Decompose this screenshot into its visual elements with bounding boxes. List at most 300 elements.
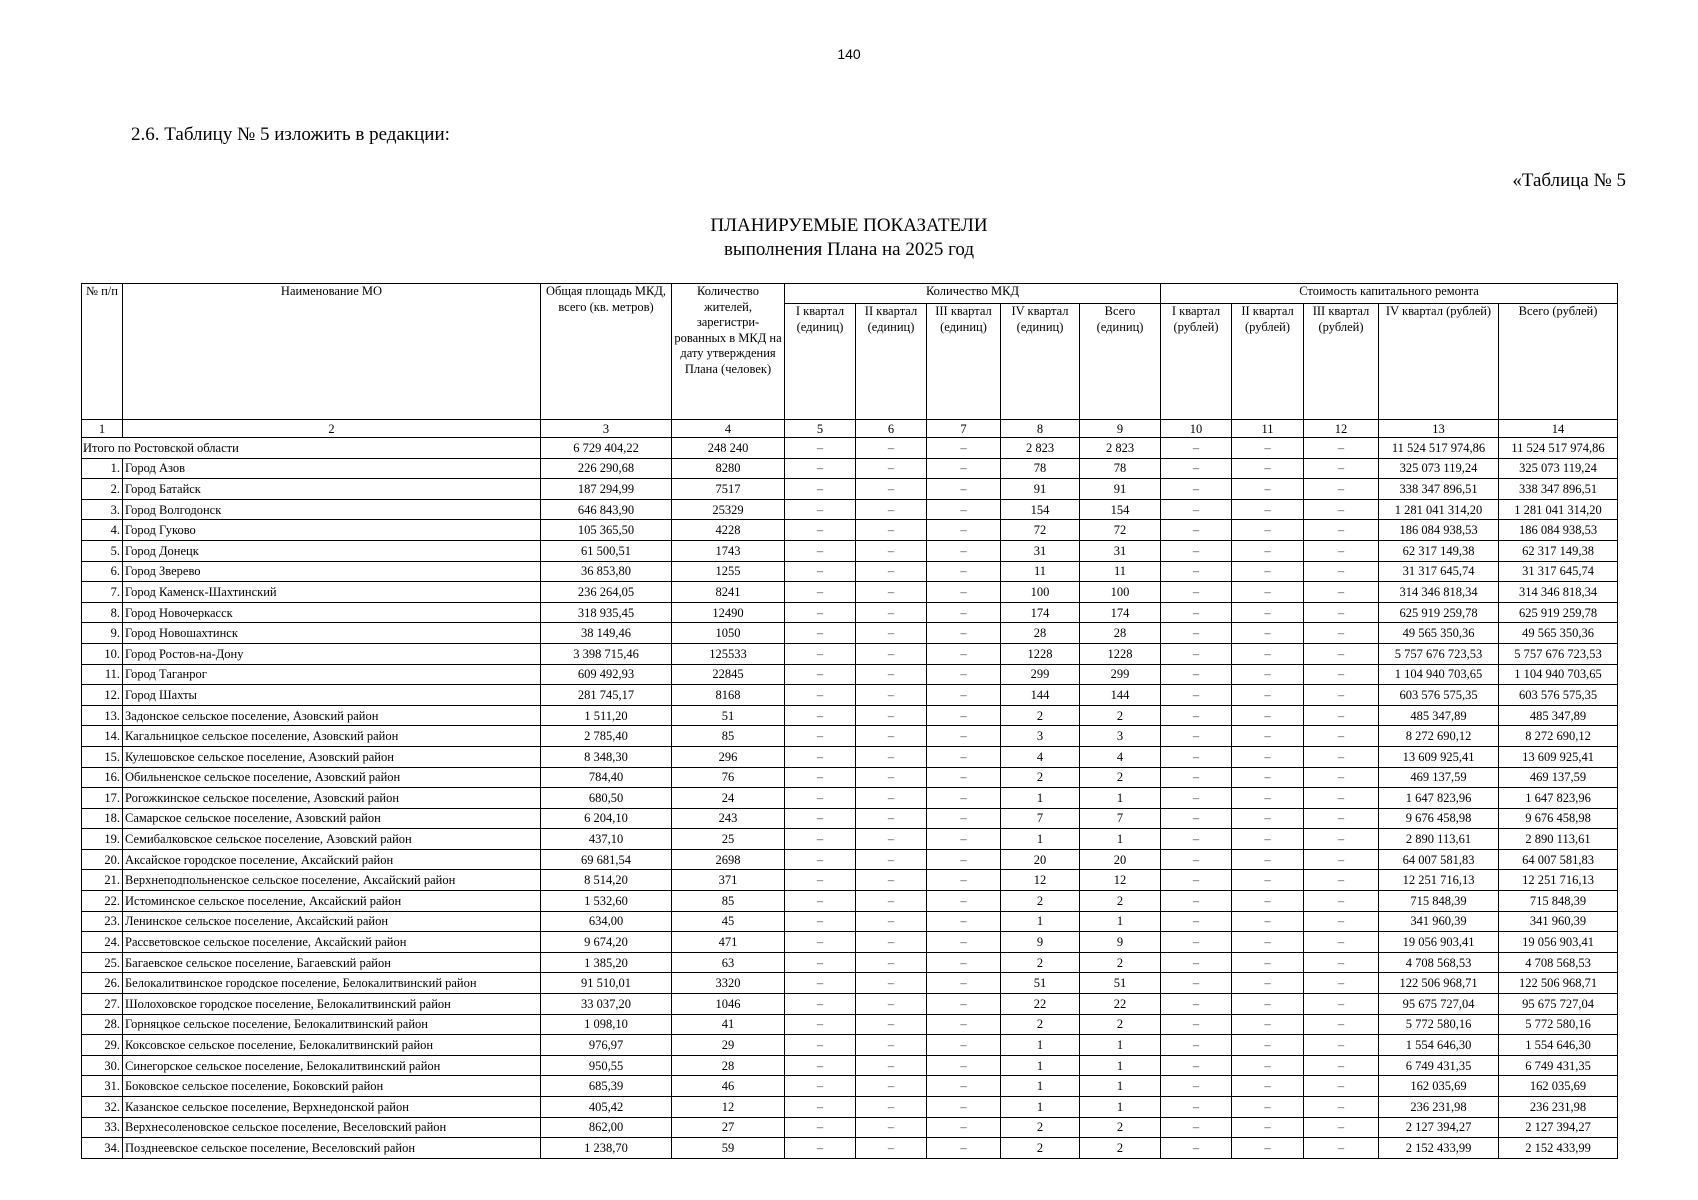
dash-cell: – <box>1161 1076 1232 1097</box>
column-number: 7 <box>927 420 1001 438</box>
total-rub-value: 12 251 716,13 <box>1499 870 1618 891</box>
total-q4-rub: 11 524 517 974,86 <box>1379 438 1499 459</box>
dash-cell: – <box>1161 1055 1232 1076</box>
dash-cell: – <box>927 664 1001 685</box>
dash-cell: – <box>1232 952 1304 973</box>
dash-cell: – <box>1161 1014 1232 1035</box>
dash-cell: – <box>1161 829 1232 850</box>
table-row <box>82 870 1618 891</box>
dash-cell: – <box>856 664 927 685</box>
total-area: 6 729 404,22 <box>541 438 672 459</box>
dash-cell: – <box>785 499 856 520</box>
dash-cell: – <box>927 1097 1001 1118</box>
area-value: 437,10 <box>541 829 672 850</box>
header-area: Общая площадь МКД, всего (кв. метров) <box>541 284 672 420</box>
total-label: Итого по Ростовской области <box>82 438 541 459</box>
dash-cell: – <box>927 540 1001 561</box>
q4-rub-value: 9 676 458,98 <box>1379 808 1499 829</box>
dash-cell: – <box>1161 458 1232 479</box>
dash-cell: – <box>856 540 927 561</box>
dash-cell: – <box>1161 705 1232 726</box>
dash-cell: – <box>1161 746 1232 767</box>
dash-cell: – <box>785 994 856 1015</box>
q4-units-value: 2 <box>1001 1117 1080 1138</box>
dash-cell: – <box>856 705 927 726</box>
dash-cell: – <box>1161 1138 1232 1159</box>
dash-cell: – <box>1304 767 1379 788</box>
total-units-value: 20 <box>1080 849 1161 870</box>
dash-cell: – <box>785 870 856 891</box>
table-row <box>82 685 1618 706</box>
dash-cell: – <box>1304 829 1379 850</box>
municipality-name: Обильненское сельское поселение, Азовский район <box>123 767 541 788</box>
area-value: 685,39 <box>541 1076 672 1097</box>
header-q3-rub: III квартал (рублей) <box>1304 304 1379 420</box>
residents-value: 3320 <box>672 973 785 994</box>
total-units-value: 2 <box>1080 767 1161 788</box>
total-units-value: 3 <box>1080 726 1161 747</box>
column-number: 11 <box>1232 420 1304 438</box>
area-value: 784,40 <box>541 767 672 788</box>
table-row <box>82 499 1618 520</box>
q4-rub-value: 341 960,39 <box>1379 911 1499 932</box>
table-row <box>82 1035 1618 1056</box>
header-name: Наименование МО <box>123 284 541 420</box>
q4-units-value: 1 <box>1001 1076 1080 1097</box>
residents-value: 22845 <box>672 664 785 685</box>
dash-cell: – <box>1304 499 1379 520</box>
total-rub: 11 524 517 974,86 <box>1499 438 1618 459</box>
row-number: 32. <box>82 1097 123 1118</box>
dash-cell: – <box>856 911 927 932</box>
row-number: 15. <box>82 746 123 767</box>
residents-value: 371 <box>672 870 785 891</box>
municipality-name: Коксовское сельское поселение, Белокалитвинский район <box>123 1035 541 1056</box>
dash-cell: – <box>1304 973 1379 994</box>
q4-units-value: 4 <box>1001 746 1080 767</box>
municipality-name: Город Таганрог <box>123 664 541 685</box>
dash-cell: – <box>927 438 1001 459</box>
dash-cell: – <box>1232 849 1304 870</box>
q4-units-value: 1 <box>1001 911 1080 932</box>
dash-cell: – <box>856 1097 927 1118</box>
residents-value: 41 <box>672 1014 785 1035</box>
header-total-units: Всего (единиц) <box>1080 304 1161 420</box>
dash-cell: – <box>1304 458 1379 479</box>
dash-cell: – <box>927 1076 1001 1097</box>
row-number: 14. <box>82 726 123 747</box>
total-rub-value: 5 772 580,16 <box>1499 1014 1618 1035</box>
dash-cell: – <box>1304 891 1379 912</box>
dash-cell: – <box>1304 1055 1379 1076</box>
row-number: 9. <box>82 623 123 644</box>
total-units-value: 2 <box>1080 1117 1161 1138</box>
column-number: 6 <box>856 420 927 438</box>
dash-cell: – <box>1304 1035 1379 1056</box>
table-row <box>82 808 1618 829</box>
dash-cell: – <box>1304 870 1379 891</box>
total-rub-value: 2 127 394,27 <box>1499 1117 1618 1138</box>
table-row <box>82 932 1618 953</box>
municipality-name: Город Шахты <box>123 685 541 706</box>
header-q4-rub: IV квартал (рублей) <box>1379 304 1499 420</box>
dash-cell: – <box>1304 623 1379 644</box>
q4-rub-value: 19 056 903,41 <box>1379 932 1499 953</box>
dash-cell: – <box>785 479 856 500</box>
total-rub-value: 122 506 968,71 <box>1499 973 1618 994</box>
total-units-value: 2 <box>1080 891 1161 912</box>
q4-rub-value: 236 231,98 <box>1379 1097 1499 1118</box>
q4-units-value: 2 <box>1001 1138 1080 1159</box>
dash-cell: – <box>785 726 856 747</box>
dash-cell: – <box>1304 664 1379 685</box>
q4-rub-value: 2 152 433,99 <box>1379 1138 1499 1159</box>
dash-cell: – <box>785 849 856 870</box>
table-row <box>82 664 1618 685</box>
municipality-name: Аксайское городское поселение, Аксайский район <box>123 849 541 870</box>
area-value: 61 500,51 <box>541 540 672 561</box>
row-number: 6. <box>82 561 123 582</box>
q4-units-value: 3 <box>1001 726 1080 747</box>
dash-cell: – <box>1232 1097 1304 1118</box>
q4-rub-value: 625 919 259,78 <box>1379 602 1499 623</box>
dash-cell: – <box>1304 582 1379 603</box>
table-row <box>82 849 1618 870</box>
residents-value: 8280 <box>672 458 785 479</box>
dash-cell: – <box>785 520 856 541</box>
q4-rub-value: 5 772 580,16 <box>1379 1014 1499 1035</box>
page-number: 140 <box>837 46 861 62</box>
dash-cell: – <box>1161 767 1232 788</box>
q4-units-value: 78 <box>1001 458 1080 479</box>
table-row <box>82 911 1618 932</box>
dash-cell: – <box>927 520 1001 541</box>
row-number: 23. <box>82 911 123 932</box>
municipality-name: Кулешовское сельское поселение, Азовский район <box>123 746 541 767</box>
residents-value: 12490 <box>672 602 785 623</box>
dash-cell: – <box>927 685 1001 706</box>
dash-cell: – <box>927 479 1001 500</box>
dash-cell: – <box>1232 911 1304 932</box>
residents-value: 4228 <box>672 520 785 541</box>
total-rub-value: 9 676 458,98 <box>1499 808 1618 829</box>
dash-cell: – <box>1232 767 1304 788</box>
total-units-value: 4 <box>1080 746 1161 767</box>
q4-units-value: 1 <box>1001 829 1080 850</box>
q4-rub-value: 13 609 925,41 <box>1379 746 1499 767</box>
column-number: 4 <box>672 420 785 438</box>
total-rub-value: 1 554 646,30 <box>1499 1035 1618 1056</box>
dash-cell: – <box>856 726 927 747</box>
total-units-value: 7 <box>1080 808 1161 829</box>
table-row <box>82 726 1618 747</box>
row-number: 17. <box>82 788 123 809</box>
dash-cell: – <box>1232 746 1304 767</box>
municipality-name: Верхнесоленовское сельское поселение, Веселовский район <box>123 1117 541 1138</box>
area-value: 862,00 <box>541 1117 672 1138</box>
total-units-value: 2 <box>1080 1014 1161 1035</box>
municipality-name: Город Зверево <box>123 561 541 582</box>
dash-cell: – <box>785 973 856 994</box>
row-number: 24. <box>82 932 123 953</box>
row-number: 30. <box>82 1055 123 1076</box>
dash-cell: – <box>856 643 927 664</box>
dash-cell: – <box>1161 932 1232 953</box>
area-value: 281 745,17 <box>541 685 672 706</box>
dash-cell: – <box>785 561 856 582</box>
area-value: 91 510,01 <box>541 973 672 994</box>
municipality-name: Город Волгодонск <box>123 499 541 520</box>
area-value: 33 037,20 <box>541 994 672 1015</box>
dash-cell: – <box>1161 973 1232 994</box>
q4-units-value: 20 <box>1001 849 1080 870</box>
dash-cell: – <box>1161 602 1232 623</box>
dash-cell: – <box>856 438 927 459</box>
total-rub-value: 1 281 041 314,20 <box>1499 499 1618 520</box>
header-q3-units: III квартал (единиц) <box>927 304 1001 420</box>
area-value: 1 238,70 <box>541 1138 672 1159</box>
residents-value: 76 <box>672 767 785 788</box>
total-units-value: 9 <box>1080 932 1161 953</box>
row-number: 28. <box>82 1014 123 1035</box>
q4-units-value: 28 <box>1001 623 1080 644</box>
residents-value: 85 <box>672 726 785 747</box>
area-value: 226 290,68 <box>541 458 672 479</box>
dash-cell: – <box>785 1076 856 1097</box>
residents-value: 8168 <box>672 685 785 706</box>
area-value: 3 398 715,46 <box>541 643 672 664</box>
total-units-value: 299 <box>1080 664 1161 685</box>
dash-cell: – <box>1232 788 1304 809</box>
total-units-value: 1228 <box>1080 643 1161 664</box>
table-row <box>82 973 1618 994</box>
area-value: 1 511,20 <box>541 705 672 726</box>
dash-cell: – <box>927 643 1001 664</box>
dash-cell: – <box>856 746 927 767</box>
row-number: 1. <box>82 458 123 479</box>
area-value: 36 853,80 <box>541 561 672 582</box>
dash-cell: – <box>856 994 927 1015</box>
table-row <box>82 479 1618 500</box>
dash-cell: – <box>1304 952 1379 973</box>
dash-cell: – <box>856 767 927 788</box>
dash-cell: – <box>856 870 927 891</box>
residents-value: 59 <box>672 1138 785 1159</box>
total-units-value: 154 <box>1080 499 1161 520</box>
q4-units-value: 7 <box>1001 808 1080 829</box>
row-number: 34. <box>82 1138 123 1159</box>
q4-rub-value: 603 576 575,35 <box>1379 685 1499 706</box>
dash-cell: – <box>1161 499 1232 520</box>
dash-cell: – <box>1304 788 1379 809</box>
total-rub-value: 2 890 113,61 <box>1499 829 1618 850</box>
municipality-name: Город Каменск-Шахтинский <box>123 582 541 603</box>
dash-cell: – <box>856 1138 927 1159</box>
dash-cell: – <box>856 479 927 500</box>
row-number: 25. <box>82 952 123 973</box>
dash-cell: – <box>785 664 856 685</box>
q4-rub-value: 4 708 568,53 <box>1379 952 1499 973</box>
q4-rub-value: 49 565 350,36 <box>1379 623 1499 644</box>
dash-cell: – <box>1232 664 1304 685</box>
dash-cell: – <box>785 808 856 829</box>
q4-units-value: 2 <box>1001 767 1080 788</box>
q4-rub-value: 1 647 823,96 <box>1379 788 1499 809</box>
total-units-value: 1 <box>1080 1035 1161 1056</box>
dash-cell: – <box>785 1138 856 1159</box>
dash-cell: – <box>1232 705 1304 726</box>
dash-cell: – <box>1161 438 1232 459</box>
dash-cell: – <box>1304 808 1379 829</box>
header-cost-group: Стоимость капитального ремонта <box>1161 284 1618 304</box>
dash-cell: – <box>785 1014 856 1035</box>
dash-cell: – <box>856 829 927 850</box>
dash-cell: – <box>1232 458 1304 479</box>
municipality-name: Шолоховское городское поселение, Белокалитвинский район <box>123 994 541 1015</box>
total-units-value: 28 <box>1080 623 1161 644</box>
q4-units-value: 144 <box>1001 685 1080 706</box>
dash-cell: – <box>1304 602 1379 623</box>
dash-cell: – <box>785 438 856 459</box>
area-value: 976,97 <box>541 1035 672 1056</box>
dash-cell: – <box>1161 643 1232 664</box>
area-value: 8 348,30 <box>541 746 672 767</box>
municipality-name: Рогожкинское сельское поселение, Азовский район <box>123 788 541 809</box>
dash-cell: – <box>1304 1076 1379 1097</box>
total-rub-value: 5 757 676 723,53 <box>1499 643 1618 664</box>
dash-cell: – <box>785 643 856 664</box>
residents-value: 46 <box>672 1076 785 1097</box>
dash-cell: – <box>856 1035 927 1056</box>
dash-cell: – <box>927 994 1001 1015</box>
dash-cell: – <box>785 788 856 809</box>
q4-rub-value: 2 127 394,27 <box>1379 1117 1499 1138</box>
q4-units-value: 2 <box>1001 705 1080 726</box>
total-rub-value: 95 675 727,04 <box>1499 994 1618 1015</box>
q4-units-value: 1 <box>1001 1055 1080 1076</box>
total-rub-value: 186 084 938,53 <box>1499 520 1618 541</box>
dash-cell: – <box>785 746 856 767</box>
q4-rub-value: 469 137,59 <box>1379 767 1499 788</box>
dash-cell: – <box>1232 726 1304 747</box>
dash-cell: – <box>1304 1097 1379 1118</box>
total-rub-value: 13 609 925,41 <box>1499 746 1618 767</box>
dash-cell: – <box>856 973 927 994</box>
q4-rub-value: 485 347,89 <box>1379 705 1499 726</box>
residents-value: 243 <box>672 808 785 829</box>
q4-rub-value: 338 347 896,51 <box>1379 479 1499 500</box>
q4-units-value: 9 <box>1001 932 1080 953</box>
total-rub-value: 62 317 149,38 <box>1499 540 1618 561</box>
row-number: 18. <box>82 808 123 829</box>
column-number: 9 <box>1080 420 1161 438</box>
residents-value: 7517 <box>672 479 785 500</box>
dash-cell: – <box>1232 602 1304 623</box>
dash-cell: – <box>927 952 1001 973</box>
total-units-value: 91 <box>1080 479 1161 500</box>
total-rub-value: 49 565 350,36 <box>1499 623 1618 644</box>
table-row <box>82 829 1618 850</box>
table-row <box>82 767 1618 788</box>
dash-cell: – <box>927 829 1001 850</box>
dash-cell: – <box>856 952 927 973</box>
dash-cell: – <box>1232 808 1304 829</box>
dash-cell: – <box>856 685 927 706</box>
dash-cell: – <box>785 540 856 561</box>
dash-cell: – <box>1232 829 1304 850</box>
dash-cell: – <box>1304 746 1379 767</box>
total-units-value: 72 <box>1080 520 1161 541</box>
q4-rub-value: 5 757 676 723,53 <box>1379 643 1499 664</box>
dash-cell: – <box>1161 623 1232 644</box>
table-row <box>82 705 1618 726</box>
header-q4-units: IV квартал (единиц) <box>1001 304 1080 420</box>
row-number: 26. <box>82 973 123 994</box>
residents-value: 12 <box>672 1097 785 1118</box>
total-q4-units: 2 823 <box>1001 438 1080 459</box>
q4-rub-value: 1 281 041 314,20 <box>1379 499 1499 520</box>
dash-cell: – <box>856 788 927 809</box>
q4-rub-value: 6 749 431,35 <box>1379 1055 1499 1076</box>
dash-cell: – <box>1304 520 1379 541</box>
title-line-2: выполнения Плана на 2025 год <box>723 239 975 260</box>
municipality-name: Семибалковское сельское поселение, Азовский район <box>123 829 541 850</box>
area-value: 1 532,60 <box>541 891 672 912</box>
dash-cell: – <box>1232 643 1304 664</box>
dash-cell: – <box>785 1097 856 1118</box>
dash-cell: – <box>1232 479 1304 500</box>
dash-cell: – <box>785 911 856 932</box>
q4-units-value: 2 <box>1001 891 1080 912</box>
dash-cell: – <box>927 1138 1001 1159</box>
dash-cell: – <box>1161 1117 1232 1138</box>
total-units-value: 1 <box>1080 829 1161 850</box>
residents-value: 471 <box>672 932 785 953</box>
residents-value: 29 <box>672 1035 785 1056</box>
table-row <box>82 458 1618 479</box>
total-rub-value: 4 708 568,53 <box>1499 952 1618 973</box>
dash-cell: – <box>1232 582 1304 603</box>
total-rub-value: 31 317 645,74 <box>1499 561 1618 582</box>
dash-cell: – <box>1232 1035 1304 1056</box>
residents-value: 24 <box>672 788 785 809</box>
table-row <box>82 602 1618 623</box>
area-value: 1 385,20 <box>541 952 672 973</box>
table-row <box>82 1055 1618 1076</box>
dash-cell: – <box>856 1014 927 1035</box>
total-rub-value: 715 848,39 <box>1499 891 1618 912</box>
dash-cell: – <box>927 746 1001 767</box>
municipality-name: Боковское сельское поселение, Боковский район <box>123 1076 541 1097</box>
row-number: 10. <box>82 643 123 664</box>
municipality-name: Позднеевское сельское поселение, Веселовский район <box>123 1138 541 1159</box>
total-rub-value: 2 152 433,99 <box>1499 1138 1618 1159</box>
q4-units-value: 2 <box>1001 1014 1080 1035</box>
dash-cell: – <box>1161 1035 1232 1056</box>
dash-cell: – <box>1161 561 1232 582</box>
dash-cell: – <box>1232 438 1304 459</box>
total-units-value: 12 <box>1080 870 1161 891</box>
dash-cell: – <box>927 561 1001 582</box>
dash-cell: – <box>1232 994 1304 1015</box>
q4-rub-value: 715 848,39 <box>1379 891 1499 912</box>
area-value: 69 681,54 <box>541 849 672 870</box>
total-rub-value: 162 035,69 <box>1499 1076 1618 1097</box>
q4-units-value: 154 <box>1001 499 1080 520</box>
row-number: 20. <box>82 849 123 870</box>
area-value: 8 514,20 <box>541 870 672 891</box>
q4-rub-value: 8 272 690,12 <box>1379 726 1499 747</box>
